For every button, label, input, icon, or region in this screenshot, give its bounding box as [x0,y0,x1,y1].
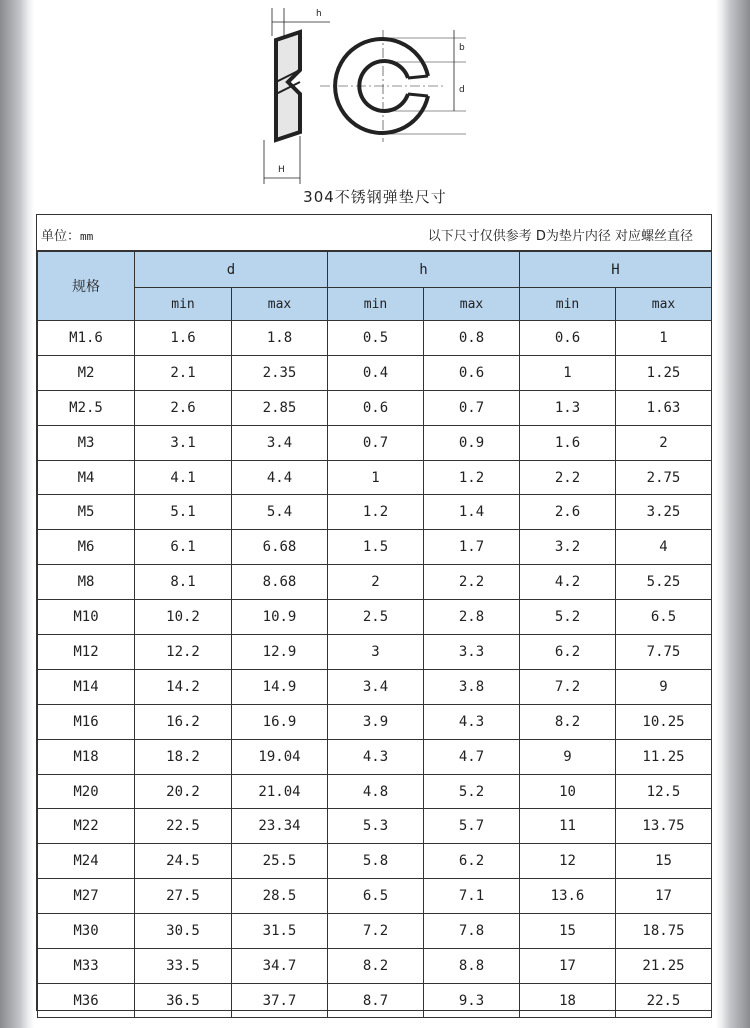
table-row [38,565,712,600]
table-row [38,879,712,914]
spec-cell: M36 [38,983,135,1018]
value-cell: 2.2 [520,460,616,495]
spec-cell: M22 [38,809,135,844]
value-cell: 23.34 [232,809,328,844]
spec-cell: M20 [38,774,135,809]
value-cell: 18.2 [135,739,232,774]
table-row [38,949,712,984]
unit-value: mm [80,230,94,243]
table-row [38,355,712,390]
table-row [38,739,712,774]
value-cell: 5.7 [424,809,520,844]
value-cell: 8.7 [328,983,424,1018]
value-cell: 1.25 [616,355,712,390]
value-cell: 7.8 [424,914,520,949]
dim-label-b: b [459,43,465,53]
value-cell: 0.6 [520,321,616,356]
value-cell: 8.1 [135,565,232,600]
value-cell: 4.3 [424,704,520,739]
value-cell: 12.2 [135,635,232,670]
value-cell: 5.2 [424,774,520,809]
value-cell: 2 [328,565,424,600]
value-cell: 4.3 [328,739,424,774]
value-cell: 5.2 [520,600,616,635]
spec-cell: M18 [38,739,135,774]
value-cell: 5.25 [616,565,712,600]
table-row [38,635,712,670]
sub-header: max [616,288,712,321]
sub-header: min [135,288,232,321]
value-cell: 3.1 [135,425,232,460]
value-cell: 8.2 [328,949,424,984]
value-cell: 2.1 [135,355,232,390]
spec-cell: M14 [38,669,135,704]
value-cell: 21.04 [232,774,328,809]
spec-cell: M5 [38,495,135,530]
value-cell: 33.5 [135,949,232,984]
table-row [38,774,712,809]
spec-cell: M12 [38,635,135,670]
value-cell: 1.5 [328,530,424,565]
value-cell: 6.1 [135,530,232,565]
value-cell: 11.25 [616,739,712,774]
value-cell: 3.4 [232,425,328,460]
table-row [38,983,712,1018]
value-cell: 0.7 [424,390,520,425]
value-cell: 13.6 [520,879,616,914]
value-cell: 22.5 [616,983,712,1018]
table-row [38,425,712,460]
value-cell: 12 [520,844,616,879]
dim-label-d: d [459,85,465,95]
value-cell: 7.75 [616,635,712,670]
value-cell: 10.2 [135,600,232,635]
table-row [38,914,712,949]
value-cell: 2.5 [328,600,424,635]
table-row [38,460,712,495]
value-cell: 17 [616,879,712,914]
unit-label [41,225,93,244]
value-cell: 2 [616,425,712,460]
value-cell: 30.5 [135,914,232,949]
reference-note: 以下尺寸仅供参考 D为垫片内径 对应螺丝直径 [427,229,693,244]
value-cell: 6.2 [520,635,616,670]
size-table [37,251,712,1018]
value-cell: 34.7 [232,949,328,984]
table-row [38,530,712,565]
value-cell: 4.2 [520,565,616,600]
value-cell: 0.5 [328,321,424,356]
value-cell: 4.4 [232,460,328,495]
value-cell: 18 [520,983,616,1018]
spec-cell: M27 [38,879,135,914]
value-cell: 9 [520,739,616,774]
value-cell: 16.2 [135,704,232,739]
value-cell: 9.3 [424,983,520,1018]
value-cell: 13.75 [616,809,712,844]
value-cell: 4.1 [135,460,232,495]
value-cell: 18.75 [616,914,712,949]
table-body [38,321,712,1018]
value-cell: 14.9 [232,669,328,704]
value-cell: 2.85 [232,390,328,425]
value-cell: 4.8 [328,774,424,809]
value-cell: 1.3 [520,390,616,425]
value-cell: 24.5 [135,844,232,879]
unit-label-text: 单位： [41,229,81,244]
value-cell: 8.2 [520,704,616,739]
value-cell: 6.68 [232,530,328,565]
value-cell: 17 [520,949,616,984]
value-cell: 28.5 [232,879,328,914]
value-cell: 4 [616,530,712,565]
page-title: 304不锈钢弹垫尺寸 [303,188,447,206]
value-cell: 2.6 [520,495,616,530]
value-cell: 10 [520,774,616,809]
group-header-H: H [520,252,712,288]
value-cell: 3.25 [616,495,712,530]
sub-header: min [520,288,616,321]
value-cell: 25.5 [232,844,328,879]
value-cell: 20.2 [135,774,232,809]
value-cell: 15 [520,914,616,949]
value-cell: 8.68 [232,565,328,600]
value-cell: 0.7 [328,425,424,460]
value-cell: 0.6 [424,355,520,390]
spec-cell: M3 [38,425,135,460]
value-cell: 21.25 [616,949,712,984]
table-row [38,600,712,635]
dim-label-h: h [316,9,322,19]
value-cell: 6.5 [616,600,712,635]
spec-cell: M33 [38,949,135,984]
spec-cell: M24 [38,844,135,879]
value-cell: 6.5 [328,879,424,914]
value-cell: 1.63 [616,390,712,425]
value-cell: 6.2 [424,844,520,879]
value-cell: 27.5 [135,879,232,914]
value-cell: 11 [520,809,616,844]
table-row [38,321,712,356]
value-cell: 0.9 [424,425,520,460]
value-cell: 3.3 [424,635,520,670]
value-cell: 5.8 [328,844,424,879]
value-cell: 3.8 [424,669,520,704]
value-cell: 36.5 [135,983,232,1018]
sub-header: max [232,288,328,321]
table-row [38,844,712,879]
value-cell: 7.2 [328,914,424,949]
value-cell: 1.6 [135,321,232,356]
value-cell: 14.2 [135,669,232,704]
value-cell: 7.1 [424,879,520,914]
group-header-d: d [135,252,328,288]
value-cell: 2.6 [135,390,232,425]
value-cell: 5.3 [328,809,424,844]
spec-cell: M10 [38,600,135,635]
value-cell: 12.5 [616,774,712,809]
value-cell: 5.4 [232,495,328,530]
table-row [38,390,712,425]
value-cell: 5.1 [135,495,232,530]
spec-cell: M2 [38,355,135,390]
value-cell: 3.4 [328,669,424,704]
spec-cell: M1.6 [38,321,135,356]
value-cell: 8.8 [424,949,520,984]
table-row [38,704,712,739]
value-cell: 1 [520,355,616,390]
value-cell: 2.35 [232,355,328,390]
spec-cell: M30 [38,914,135,949]
value-cell: 3.9 [328,704,424,739]
value-cell: 1 [328,460,424,495]
value-cell: 19.04 [232,739,328,774]
spec-header: 规格 [38,252,135,321]
value-cell: 0.8 [424,321,520,356]
table-row [38,809,712,844]
value-cell: 1.4 [424,495,520,530]
value-cell: 37.7 [232,983,328,1018]
value-cell: 9 [616,669,712,704]
value-cell: 15 [616,844,712,879]
value-cell: 3 [328,635,424,670]
unit-row [37,215,711,251]
value-cell: 31.5 [232,914,328,949]
value-cell: 1.8 [232,321,328,356]
value-cell: 1.2 [424,460,520,495]
value-cell: 12.9 [232,635,328,670]
size-table-panel [36,214,712,1011]
washer-side-view [276,32,300,140]
value-cell: 1.6 [520,425,616,460]
value-cell: 2.2 [424,565,520,600]
value-cell: 10.25 [616,704,712,739]
value-cell: 1 [616,321,712,356]
value-cell: 0.4 [328,355,424,390]
value-cell: 22.5 [135,809,232,844]
dim-label-H: H [278,165,285,175]
spec-cell: M16 [38,704,135,739]
value-cell: 2.75 [616,460,712,495]
value-cell: 7.2 [520,669,616,704]
table-row [38,669,712,704]
spec-cell: M2.5 [38,390,135,425]
spec-cell: M8 [38,565,135,600]
value-cell: 2.8 [424,600,520,635]
value-cell: 10.9 [232,600,328,635]
spring-washer-diagram [248,0,508,186]
value-cell: 1.7 [424,530,520,565]
spec-cell: M6 [38,530,135,565]
group-header-h: h [328,252,520,288]
value-cell: 4.7 [424,739,520,774]
table-row [38,495,712,530]
value-cell: 3.2 [520,530,616,565]
spec-cell: M4 [38,460,135,495]
value-cell: 1.2 [328,495,424,530]
value-cell: 0.6 [328,390,424,425]
sub-header: max [424,288,520,321]
sub-header: min [328,288,424,321]
value-cell: 16.9 [232,704,328,739]
